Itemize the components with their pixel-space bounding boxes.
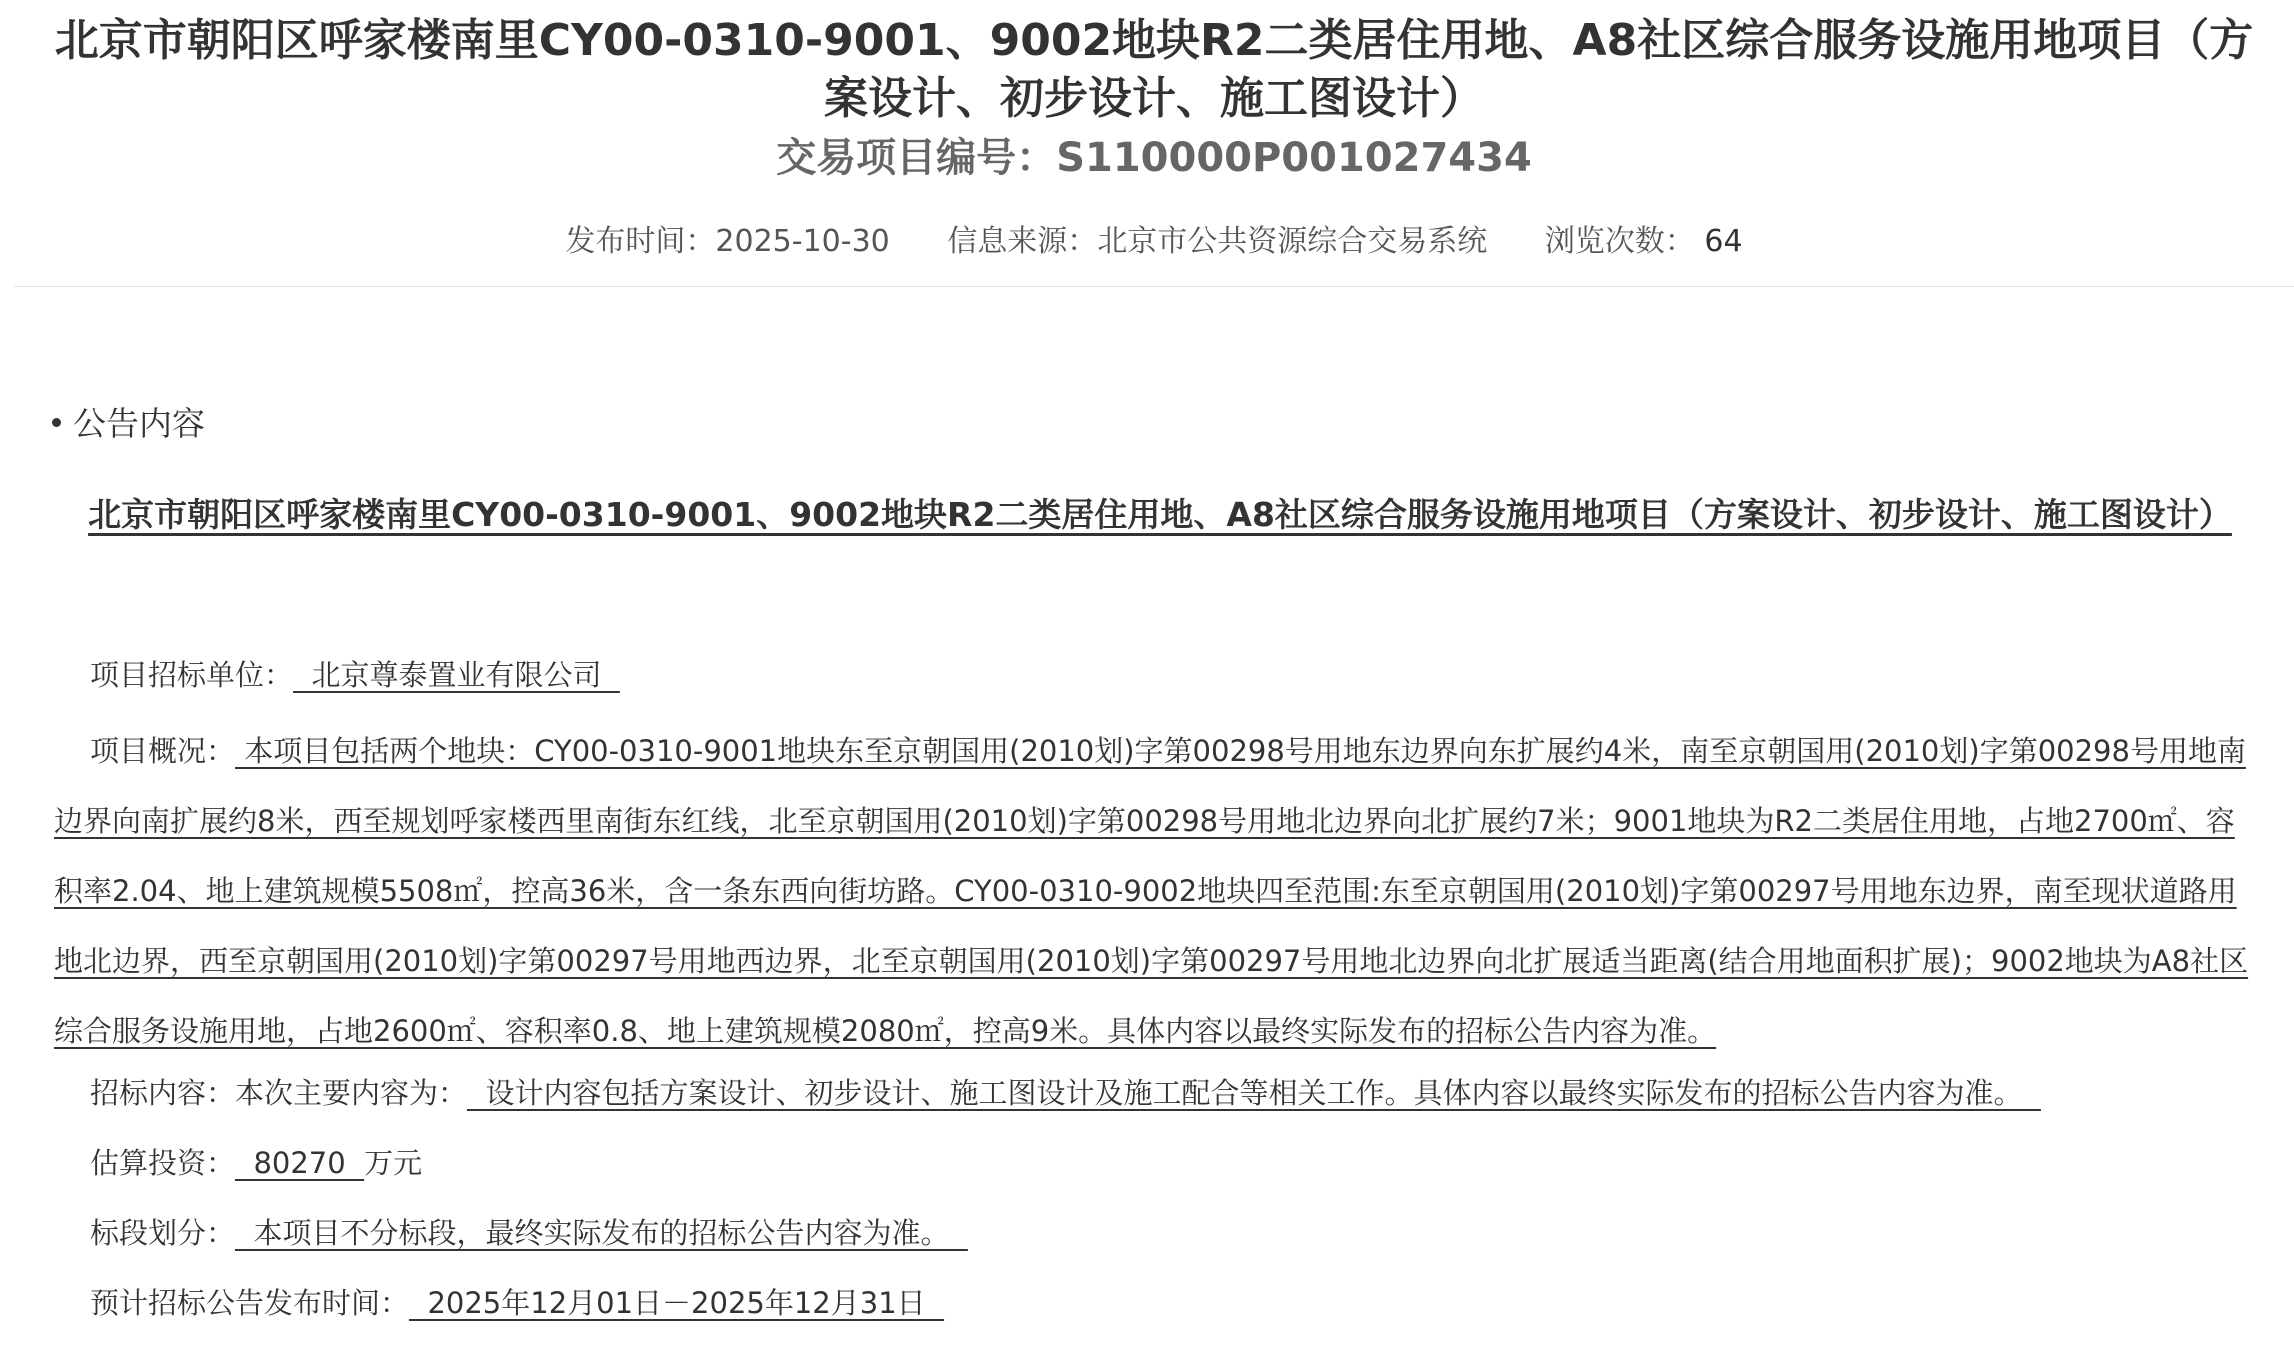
view-count: [1545, 222, 1743, 262]
investment-unit: 万元: [364, 1146, 423, 1180]
tender-unit-label: 项目招标单位：: [90, 658, 294, 692]
expected-publish-label: 预计招标公告发布时间：: [90, 1286, 410, 1320]
bullet-icon: [52, 418, 61, 427]
lot-division-label: 标段划分：: [90, 1216, 236, 1250]
project-code-value: S110000P001027434: [1056, 135, 1532, 181]
tender-unit-value: 北京尊泰置业有限公司: [293, 658, 620, 692]
lot-division-value: 本项目不分标段，最终实际发布的招标公告内容为准。: [235, 1216, 968, 1250]
meta-info: [14, 222, 2294, 262]
investment-row: [54, 1138, 2254, 1188]
publish-time: [565, 222, 889, 262]
view-count-label: 浏览次数：: [1544, 224, 1695, 259]
project-code: [14, 130, 2294, 186]
tender-content-label: 招标内容：本次主要内容为：: [90, 1076, 468, 1110]
publish-time-label: 发布时间：: [565, 224, 716, 259]
publish-time-value: 2025-10-30: [715, 224, 890, 259]
tender-unit-row: [54, 650, 2254, 700]
overview-value: 本项目包括两个地块：CY00-0310-9001地块东至京朝国用(2010划)字第00298号用地东边界向东扩展约4米，南至京朝国用(2010划)字第00298号用地南边界向南扩展约8米，西至规划呼家楼西里南街东红线，北至京朝国用(2010划)字第00298号用地北边界向北扩展约7米；9001地块为R2二类居住用地，占地2700㎡、容积率2.04、地上建筑规模5508㎡，控高36米，含一条东西向街坊路。CY00-0310-9002地块四至范围:东至京朝国用(2010划)字第00297号用地东边界，南至现状道路用地北边界，西至京朝国用(2010划)字第00297号用地西边界，北至京朝国用(2010划)字第00297号用地北边界向北扩展适当距离(结合用地面积扩展)；9002地块为A8社区综合服务设施用地，占地2600㎡、容积率0.8、地上建筑规模2080㎡，控高9米。具体内容以最终实际发布的招标公告内容为准。: [54, 734, 2249, 1048]
info-source-value: 北京市公共资源综合交易系统: [1097, 224, 1488, 259]
expected-publish-value: 2025年12月01日－2025年12月31日: [409, 1286, 945, 1320]
investment-label: 估算投资：: [90, 1146, 236, 1180]
view-count-value: 64: [1704, 224, 1743, 259]
investment-value: 80270: [235, 1146, 365, 1180]
section-heading: [52, 400, 205, 448]
info-source-label: 信息来源：: [947, 224, 1098, 259]
overview-row: [54, 716, 2254, 1066]
info-source: [947, 222, 1487, 262]
overview-label: 项目概况：: [90, 734, 236, 768]
expected-publish-row: [54, 1278, 2254, 1328]
section-heading-label: 公告内容: [73, 404, 205, 443]
page-title: 北京市朝阳区呼家楼南里CY00-0310-9001、9002地块R2二类居住用地、A8社区综合服务设施用地项目（方案设计、初步设计、施工图设计）: [54, 15, 2254, 124]
project-code-label: 交易项目编号：: [776, 135, 1057, 181]
page-header: [14, 0, 2294, 287]
tender-content-row: [54, 1068, 2254, 1118]
notice-title: 北京市朝阳区呼家楼南里CY00-0310-9001、9002地块R2二类居住用地、A8社区综合服务设施用地项目（方案设计、初步设计、施工图设计）: [88, 495, 2232, 534]
tender-content-value: 设计内容包括方案设计、初步设计、施工图设计及施工配合等相关工作。具体内容以最终实际发布的招标公告内容为准。: [467, 1076, 2041, 1110]
lot-division-row: [54, 1208, 2254, 1258]
